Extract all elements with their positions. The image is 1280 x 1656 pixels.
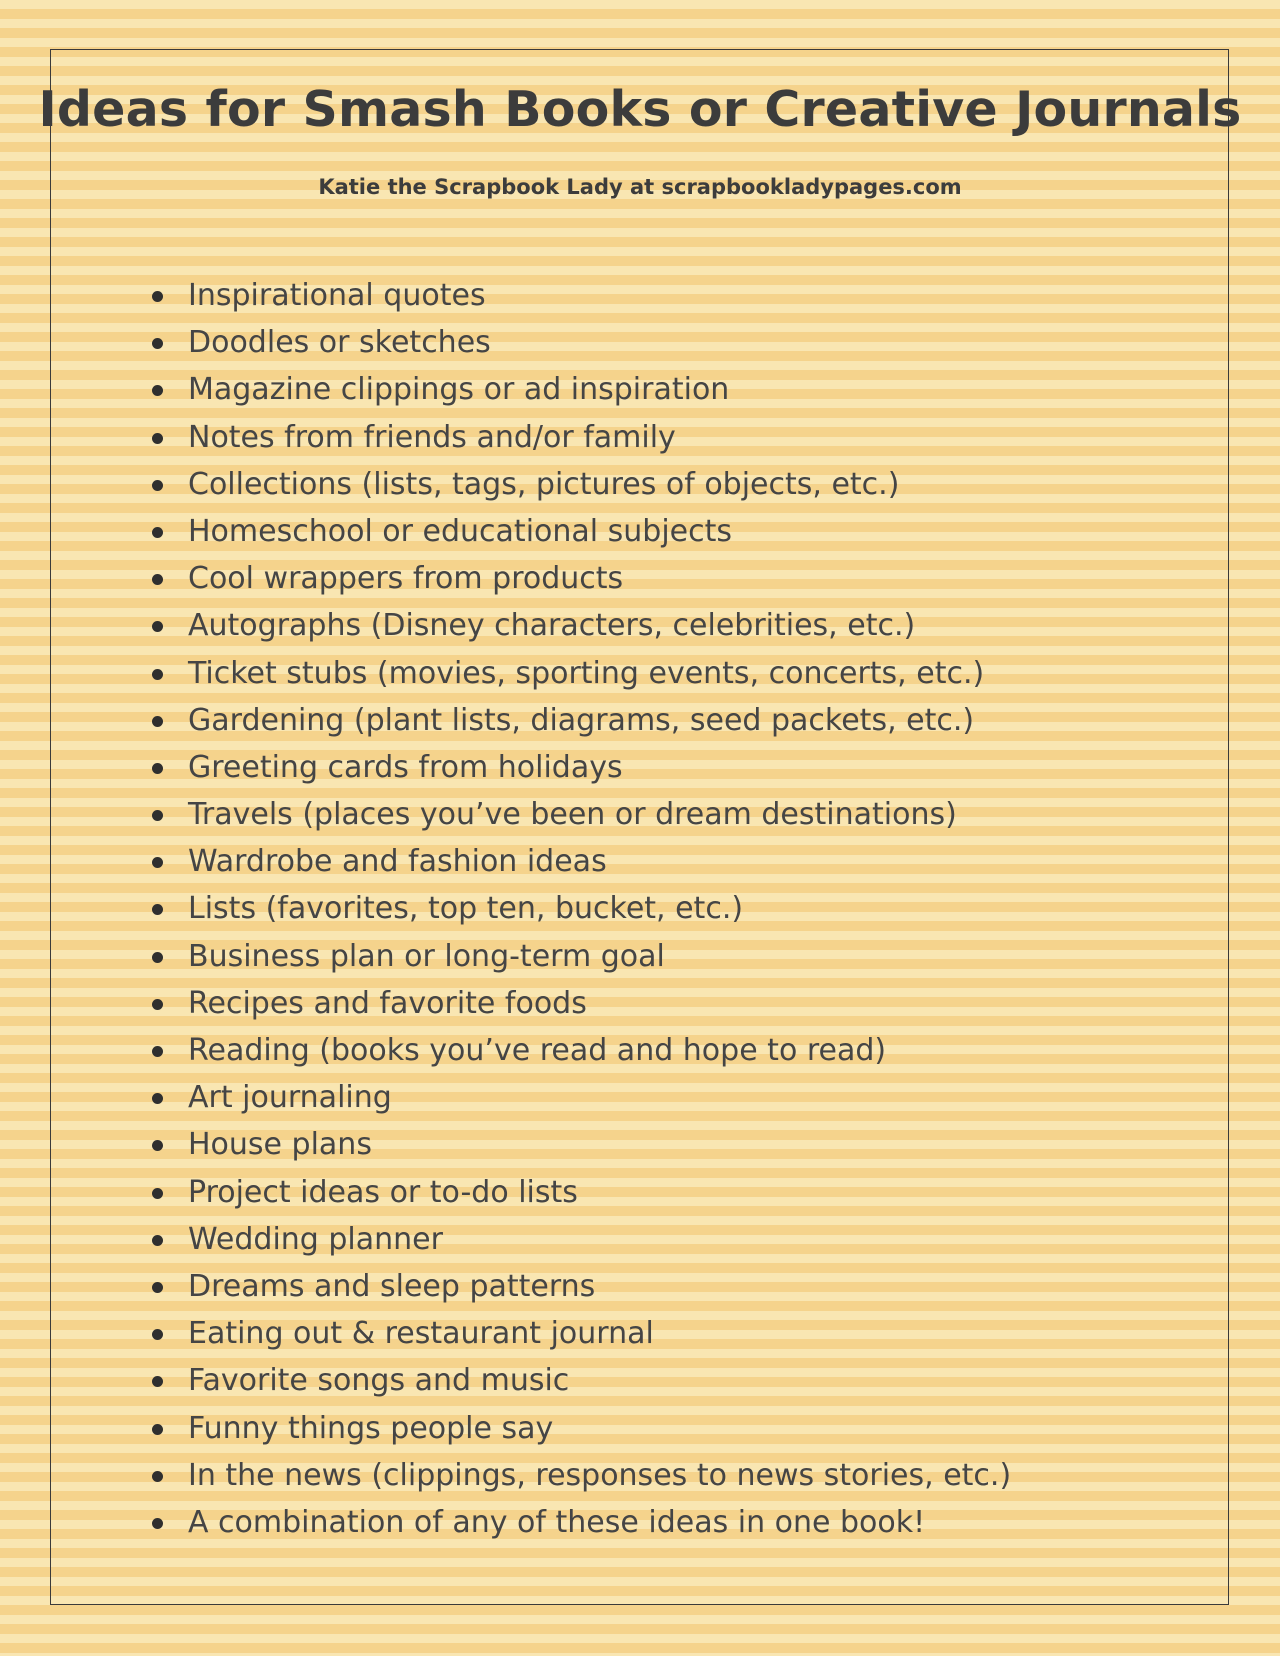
list-item-text: Travels (places you’ve been or dream destinations): [188, 797, 957, 833]
bullet-icon: [152, 385, 163, 396]
bullet-icon: [152, 338, 163, 349]
list-item: [148, 697, 1011, 744]
list-item: [148, 1310, 1011, 1357]
list-item-text: Notes from friends and/or family: [188, 419, 676, 455]
list-item: [148, 885, 1011, 932]
list-item-text: A combination of any of these ideas in one book!: [188, 1504, 926, 1540]
list-item: [148, 1452, 1011, 1499]
list-item-text: Gardening (plant lists, diagrams, seed packets, etc.): [188, 702, 975, 738]
list-item-text: Reading (books you’ve read and hope to read): [188, 1033, 887, 1068]
list-item-text: Recipes and favorite foods: [188, 985, 587, 1021]
list-item: [148, 1216, 1011, 1263]
list-item-text: Wardrobe and fashion ideas: [188, 844, 607, 880]
list-item: [148, 744, 1011, 791]
list-item: [148, 1405, 1011, 1452]
list-item: [148, 791, 1011, 838]
list-item: [148, 602, 1011, 649]
list-item: [148, 933, 1011, 980]
bullet-icon: [152, 527, 163, 538]
list-item-text: Ticket stubs (movies, sporting events, concerts, etc.): [188, 655, 985, 691]
bullet-icon: [152, 433, 163, 444]
list-item: [148, 1263, 1011, 1310]
list-item-text: Wedding planner: [188, 1221, 443, 1257]
list-item-text: Greeting cards from holidays: [188, 749, 623, 785]
bullet-icon: [152, 952, 163, 963]
list-item: [148, 1357, 1011, 1404]
list-item: [148, 1074, 1011, 1121]
list-item-text: Eating out & restaurant journal: [188, 1316, 654, 1352]
list-item: [148, 650, 1011, 697]
bullet-icon: [152, 716, 163, 727]
bullet-icon: [152, 763, 163, 774]
list-item-text: Magazine clippings or ad inspiration: [188, 372, 730, 408]
list-item: [148, 1499, 1011, 1546]
bullet-icon: [152, 669, 163, 680]
list-item-text: Cool wrappers from products: [188, 561, 624, 597]
list-item-text: Inspirational quotes: [188, 278, 486, 313]
bullet-icon: [152, 621, 163, 632]
list-item: [148, 838, 1011, 885]
list-item-text: Collections (lists, tags, pictures of objects, etc.): [188, 466, 900, 502]
list-item: [148, 414, 1011, 461]
page-title: Ideas for Smash Books or Creative Journals: [38, 81, 1242, 138]
list-item: [148, 319, 1011, 366]
bullet-icon: [152, 480, 163, 491]
list-item-text: In the news (clippings, responses to news stories, etc.): [188, 1457, 1012, 1493]
bullet-icon: [152, 1093, 163, 1104]
bullet-icon: [152, 574, 163, 585]
bullet-icon: [152, 291, 163, 302]
bullet-icon: [152, 1235, 163, 1246]
list-item-text: Favorite songs and music: [188, 1363, 570, 1399]
list-item-text: Project ideas or to-do lists: [188, 1174, 578, 1210]
bullet-icon: [152, 904, 163, 915]
list-item-text: Doodles or sketches: [188, 325, 491, 361]
list-item-text: Funny things people say: [188, 1410, 554, 1446]
list-item-text: Dreams and sleep patterns: [188, 1268, 596, 1304]
list-item: [148, 272, 1011, 319]
bullet-icon: [152, 1424, 163, 1435]
list-item: [148, 1027, 1011, 1074]
ideas-list: [148, 272, 1011, 1546]
list-item-text: Business plan or long-term goal: [188, 938, 665, 974]
page-subtitle: Katie the Scrapbook Lady at scrapbookladypages.com: [318, 175, 962, 199]
bullet-icon: [152, 1329, 163, 1340]
list-item: [148, 461, 1011, 508]
list-item: [148, 366, 1011, 413]
bullet-icon: [152, 1376, 163, 1387]
bullet-icon: [152, 810, 163, 821]
list-item-text: House plans: [188, 1127, 372, 1163]
list-item: [148, 555, 1011, 602]
list-item: [148, 508, 1011, 555]
bullet-icon: [152, 1188, 163, 1199]
bullet-icon: [152, 999, 163, 1010]
list-item-text: Lists (favorites, top ten, bucket, etc.): [188, 891, 744, 927]
list-item: [148, 1121, 1011, 1168]
bullet-icon: [152, 1518, 163, 1529]
list-item-text: Art journaling: [188, 1080, 392, 1116]
list-item: [148, 980, 1011, 1027]
bullet-icon: [152, 857, 163, 868]
bullet-icon: [152, 1046, 163, 1057]
bullet-icon: [152, 1471, 163, 1482]
bullet-icon: [152, 1282, 163, 1293]
list-item-text: Autographs (Disney characters, celebrities, etc.): [188, 608, 916, 644]
list-item: [148, 1169, 1011, 1216]
bullet-icon: [152, 1140, 163, 1151]
list-item-text: Homeschool or educational subjects: [188, 513, 733, 549]
